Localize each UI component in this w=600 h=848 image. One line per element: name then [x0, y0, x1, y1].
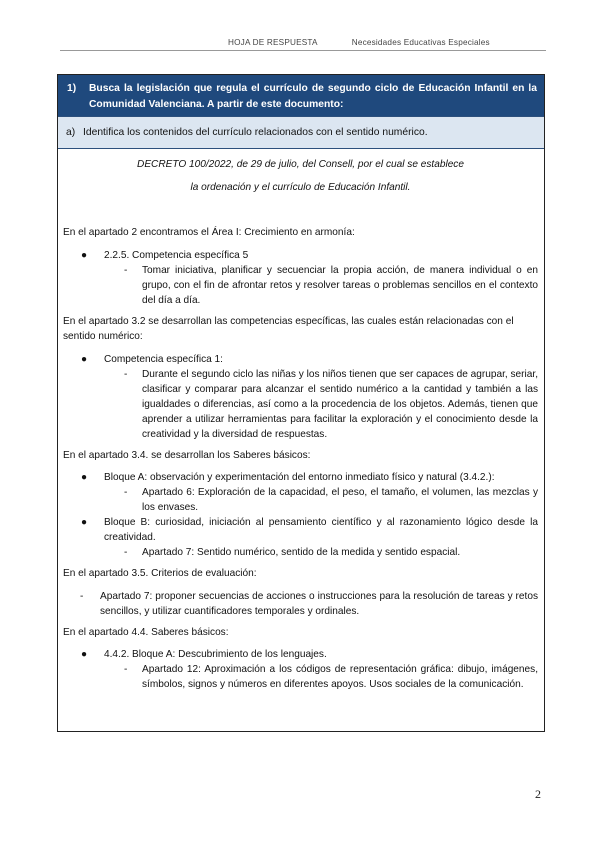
dash-text: Tomar iniciativa, planificar y secuenciar la propia acción, de manera individual o en grupo, con el fin de afrontar retos y resolver tareas o problemas sencillos en el contexto del día a día. — [142, 265, 538, 306]
list-item — [63, 470, 538, 485]
list-item — [63, 545, 538, 560]
header-left: HOJA DE RESPUESTA — [228, 38, 318, 47]
bullet-text: Competencia específica 1: — [104, 354, 223, 365]
list-item — [63, 248, 538, 263]
subquestion-letter: a) — [66, 127, 76, 138]
dash-icon: - — [80, 591, 84, 602]
dash-icon: - — [124, 547, 128, 558]
list-item — [63, 662, 538, 692]
bullet-icon: ● — [81, 517, 88, 528]
dash-text: Apartado 12: Aproximación a los códigos de representación gráfica: dibujo, imágenes, símbolos, signos y números en diferentes apoyos. Usos sociales de la comunicación. — [142, 664, 538, 690]
bullet-icon: ● — [81, 250, 88, 261]
header-divider — [60, 50, 546, 51]
bullet-text: Bloque B: curiosidad, iniciación al pensamiento científico y al razonamiento lógico desde la creatividad. — [104, 517, 538, 543]
dash-text: Apartado 6: Exploración de la capacidad, el peso, el tamaño, el volumen, las mezclas y los envases. — [142, 487, 538, 513]
decree-title — [63, 157, 538, 195]
subquestion-text: Identifica los contenidos del currículo relacionados con el sentido numérico. — [83, 127, 428, 138]
section-intro: En el apartado 4.4. Saberes básicos: — [63, 627, 229, 638]
dash-icon: - — [124, 487, 128, 498]
question-number: 1) — [67, 83, 77, 94]
answer-body — [58, 157, 544, 692]
section-intro: En el apartado 2 encontramos el Área I: Crecimiento en armonía: — [63, 227, 355, 238]
question-text: Busca la legislación que regula el currículo de segundo ciclo de Educación Infantil en la Comunidad Valenciana. A partir de este documento: — [89, 83, 537, 110]
list-item — [63, 263, 538, 308]
dash-text: Apartado 7: proponer secuencias de acciones o instrucciones para la resolución de tareas y retos sencillos, y utilizar cuantificadores temporales y ordinales. — [100, 591, 538, 617]
answer-box — [57, 74, 545, 732]
bullet-icon: ● — [81, 649, 88, 660]
decree-line-1: DECRETO 100/2022, de 29 de julio, del Consell, por el cual se establece — [137, 159, 464, 170]
list-item — [63, 367, 538, 442]
bullet-icon: ● — [81, 472, 88, 483]
subquestion-banner — [58, 116, 544, 149]
dash-text: Durante el segundo ciclo las niñas y los niños tienen que ser capaces de agrupar, seriar, clasificar y comparar para alcanzar el sentido numérico a la cantidad y también a las igualdades o diferencias, así como a la procedencia de los objetos. Además, tienen que aprender a utilizar herramientas para facilitar la exploración y el conocimiento desde la creatividad y la diversidad de respuestas. — [142, 369, 538, 440]
bullet-icon: ● — [81, 354, 88, 365]
page-header — [228, 38, 490, 47]
page-number: 2 — [535, 787, 541, 801]
header-right: Necesidades Educativas Especiales — [351, 38, 490, 47]
bullet-text: 4.4.2. Bloque A: Descubrimiento de los lenguajes. — [104, 649, 327, 660]
dash-icon: - — [124, 265, 128, 276]
section-intro: En el apartado 3.5. Criterios de evaluación: — [63, 568, 257, 579]
bullet-text: 2.2.5. Competencia específica 5 — [104, 250, 249, 261]
list-item — [63, 515, 538, 545]
question-banner — [58, 75, 544, 116]
list-item — [63, 352, 538, 367]
dash-text: Apartado 7: Sentido numérico, sentido de la medida y sentido espacial. — [142, 547, 461, 558]
section-intro: En el apartado 3.4. se desarrollan los Saberes básicos: — [63, 450, 311, 461]
bullet-text: Bloque A: observación y experimentación del entorno inmediato físico y natural (3.4.2.): — [104, 472, 495, 483]
dash-icon: - — [124, 664, 128, 675]
section-intro: En el apartado 3.2 se desarrollan las competencias específicas, las cuales están relacionadas con el sentido numérico: — [63, 316, 514, 342]
list-item — [63, 589, 538, 619]
dash-icon: - — [124, 369, 128, 380]
decree-line-2: la ordenación y el currículo de Educación Infantil. — [190, 182, 411, 193]
list-item — [63, 647, 538, 662]
list-item — [63, 485, 538, 515]
